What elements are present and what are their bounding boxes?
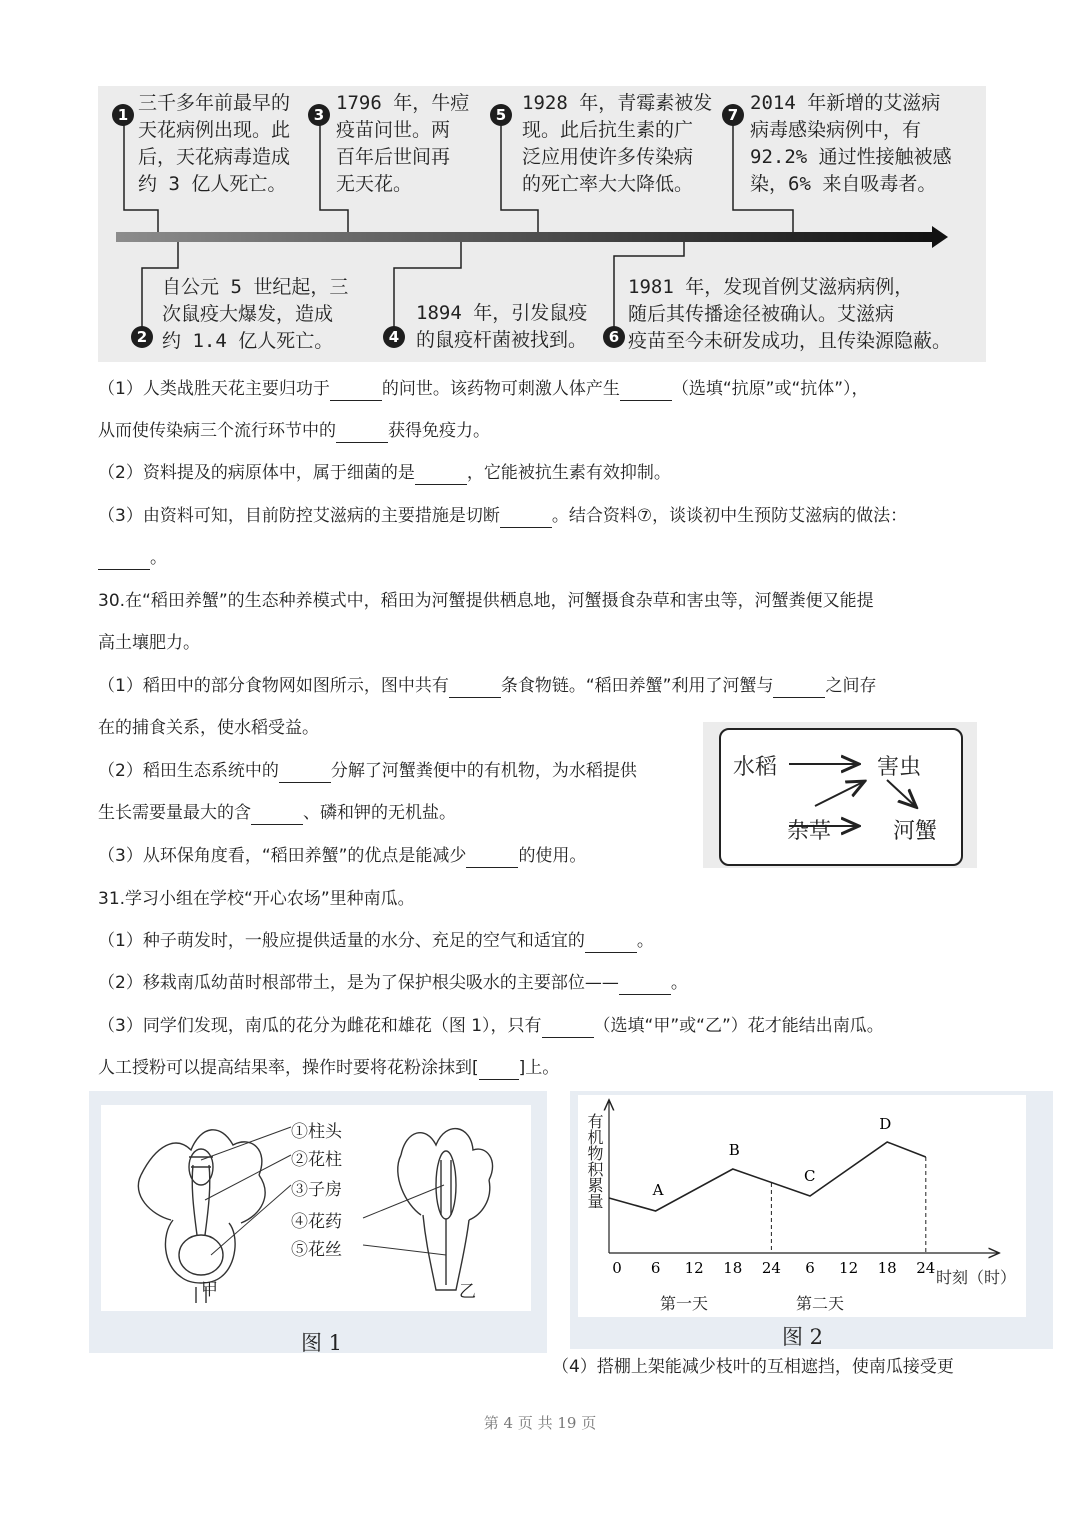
label-anther: ④花药 xyxy=(291,1212,342,1232)
q30-part2-line2: 生长需要量最大的含 、磷和钾的无机盐。 xyxy=(98,803,456,823)
q31-part1: （1）种子萌发时，一般应提供适量的水分、充足的空气和适宜的 。 xyxy=(98,931,654,951)
q30-part3: （3）从环保角度看，“稻田养蟹”的优点是能减少 的使用。 xyxy=(98,846,587,866)
timeline-event-6: 1981 年，发现首例艾滋病病例， 随后其传播途径被确认。艾滋病 疫苗至今未研发成功，且传染源隐蔽。 xyxy=(628,276,952,352)
label-jia: 甲 xyxy=(201,1280,218,1300)
x-tick-label: 12 xyxy=(684,1259,704,1277)
x-tick-label: 24 xyxy=(761,1259,781,1277)
timeline-event-3: 1796 年，牛痘 疫苗问世。两 百年后世间再 无天花。 xyxy=(336,92,470,195)
x-tick-label: 24 xyxy=(916,1259,936,1277)
q29-part2: （2）资料提及的病原体中，属于细菌的是 ，它能被抗生素有效抑制。 xyxy=(98,463,671,483)
label-style: ②花柱 xyxy=(291,1150,342,1170)
point-label-B: B xyxy=(728,1141,740,1159)
answer-blank[interactable] xyxy=(415,462,467,485)
timeline-number-7: 7 xyxy=(722,104,744,126)
q30-part1-line2: 在的捕食关系，使水稻受益。 xyxy=(98,718,319,738)
timeline-event-7: 2014 年新增的艾滋病 病毒感染病例中，有 92.2% 通过性接触被感 染，6% 来自吸毒者。 xyxy=(750,92,952,195)
timeline-number-2: 2 xyxy=(131,326,153,348)
q31-part3-line2: 人工授粉可以提高结果率，操作时要将花粉涂抹到[ ]上。 xyxy=(98,1058,560,1078)
answer-blank[interactable] xyxy=(251,802,303,825)
timeline-event-4: 1894 年，引发鼠疫 的鼠疫杆菌被找到。 xyxy=(416,302,588,351)
x-tick-label: 12 xyxy=(839,1259,859,1277)
q29-part3-line1: （3）由资料可知，目前防控艾滋病的主要措施是切断 。结合资料⑦，谈谈初中生预防艾滋病的做法： xyxy=(98,506,908,526)
point-label-A: A xyxy=(652,1181,664,1199)
answer-blank[interactable] xyxy=(336,420,388,443)
timeline-event-2: 自公元 5 世纪起，三 次鼠疫大爆发，造成 约 1.4 亿人死亡。 xyxy=(162,276,349,352)
timeline-number-4: 4 xyxy=(383,326,405,348)
q30-intro-line1: 30.在“稻田养蟹”的生态种养模式中，稻田为河蟹提供栖息地，河蟹摄食杂草和害虫等，河蟹粪便又能提 xyxy=(98,591,874,611)
timeline-number-6: 6 xyxy=(603,326,625,348)
answer-blank[interactable] xyxy=(449,675,501,698)
day-2-label: 第二天 xyxy=(796,1294,845,1313)
q31-part4: （4）搭棚上架能减少枝叶的互相遮挡，使南瓜接受更 xyxy=(552,1357,954,1377)
q31-intro: 31.学习小组在学校“开心农场”里种南瓜。 xyxy=(98,889,415,909)
q30-intro-line2: 高土壤肥力。 xyxy=(98,633,200,653)
organic-matter-series-line xyxy=(609,1142,926,1211)
node-weed: 杂草 xyxy=(787,819,832,844)
timeline-number-1: 1 xyxy=(112,104,134,126)
node-crab: 河蟹 xyxy=(893,819,938,844)
label-ovary: ③子房 xyxy=(291,1180,342,1200)
q30-part2-line1: （2）稻田生态系统中的 分解了河蟹粪便中的有机物，为水稻提供 xyxy=(98,761,637,781)
node-rice: 水稻 xyxy=(733,755,778,780)
x-axis-label: 时刻（时） xyxy=(936,1268,1017,1287)
x-tick-label: 6 xyxy=(650,1259,661,1277)
point-label-D: D xyxy=(879,1115,892,1133)
history-timeline-figure xyxy=(98,86,986,362)
answer-blank[interactable] xyxy=(98,547,150,570)
timeline-number-5: 5 xyxy=(490,104,512,126)
q31-part2: （2）移栽南瓜幼苗时根部带土，是为了保护根尖吸水的主要部位—— 。 xyxy=(98,973,688,993)
answer-blank[interactable] xyxy=(542,1015,594,1038)
figure-2-organic-matter-chart xyxy=(570,1091,1053,1349)
figure-1-caption: 图 1 xyxy=(301,1331,343,1355)
x-tick-label: 18 xyxy=(723,1259,743,1277)
answer-blank[interactable] xyxy=(479,1057,519,1080)
answer-blank[interactable] xyxy=(279,760,331,783)
answer-blank[interactable] xyxy=(466,845,518,868)
q30-part1-line1: （1）稻田中的部分食物网如图所示，图中共有 条食物链。“稻田养蟹”利用了河蟹与 之间存 xyxy=(98,676,877,696)
answer-blank[interactable] xyxy=(620,378,672,401)
node-pest: 害虫 xyxy=(877,755,922,780)
label-yi: 乙 xyxy=(459,1282,476,1302)
q31-part3-line1: （3）同学们发现，南瓜的花分为雌花和雄花（图 1），只有 （选填“甲”或“乙”）花才能结出南瓜。 xyxy=(98,1016,884,1036)
food-web-diagram xyxy=(703,722,977,868)
label-stigma: ①柱头 xyxy=(291,1122,342,1142)
timeline-event-5: 1928 年，青霉素被发 现。此后抗生素的广 泛应用使许多传染病 的死亡率大大降低。 xyxy=(522,92,713,195)
q29-part3-line2: 。 xyxy=(98,547,167,570)
answer-blank[interactable] xyxy=(773,675,825,698)
timeline-number-3: 3 xyxy=(308,104,330,126)
answer-blank[interactable] xyxy=(619,972,671,995)
label-filament: ⑤花丝 xyxy=(291,1240,342,1260)
figure-1-pumpkin-flowers xyxy=(89,1091,547,1353)
x-tick-label: 0 xyxy=(612,1259,622,1277)
x-tick-label: 18 xyxy=(877,1259,897,1277)
answer-blank[interactable] xyxy=(585,930,637,953)
q29-part1-line2: 从而使传染病三个流行环节中的 获得免疫力。 xyxy=(98,421,490,441)
page-footer: 第 4 页 共 19 页 xyxy=(483,1414,597,1432)
day-1-label: 第一天 xyxy=(660,1294,709,1313)
answer-blank[interactable] xyxy=(330,378,382,401)
timeline-event-1: 三千多年前最早的 天花病例出现。此 后，天花病毒造成 约 3 亿人死亡。 xyxy=(138,92,291,195)
x-tick-label: 6 xyxy=(805,1259,815,1277)
point-label-C: C xyxy=(804,1167,816,1185)
answer-blank[interactable] xyxy=(500,505,552,528)
q29-part1-line1: （1）人类战胜天花主要归功于 的问世。该药物可刺激人体产生 （选填“抗原”或“抗体”）， xyxy=(98,379,869,399)
y-axis-label: 有机物积累量 xyxy=(585,1113,604,1209)
figure-2-caption: 图 2 xyxy=(782,1325,824,1349)
